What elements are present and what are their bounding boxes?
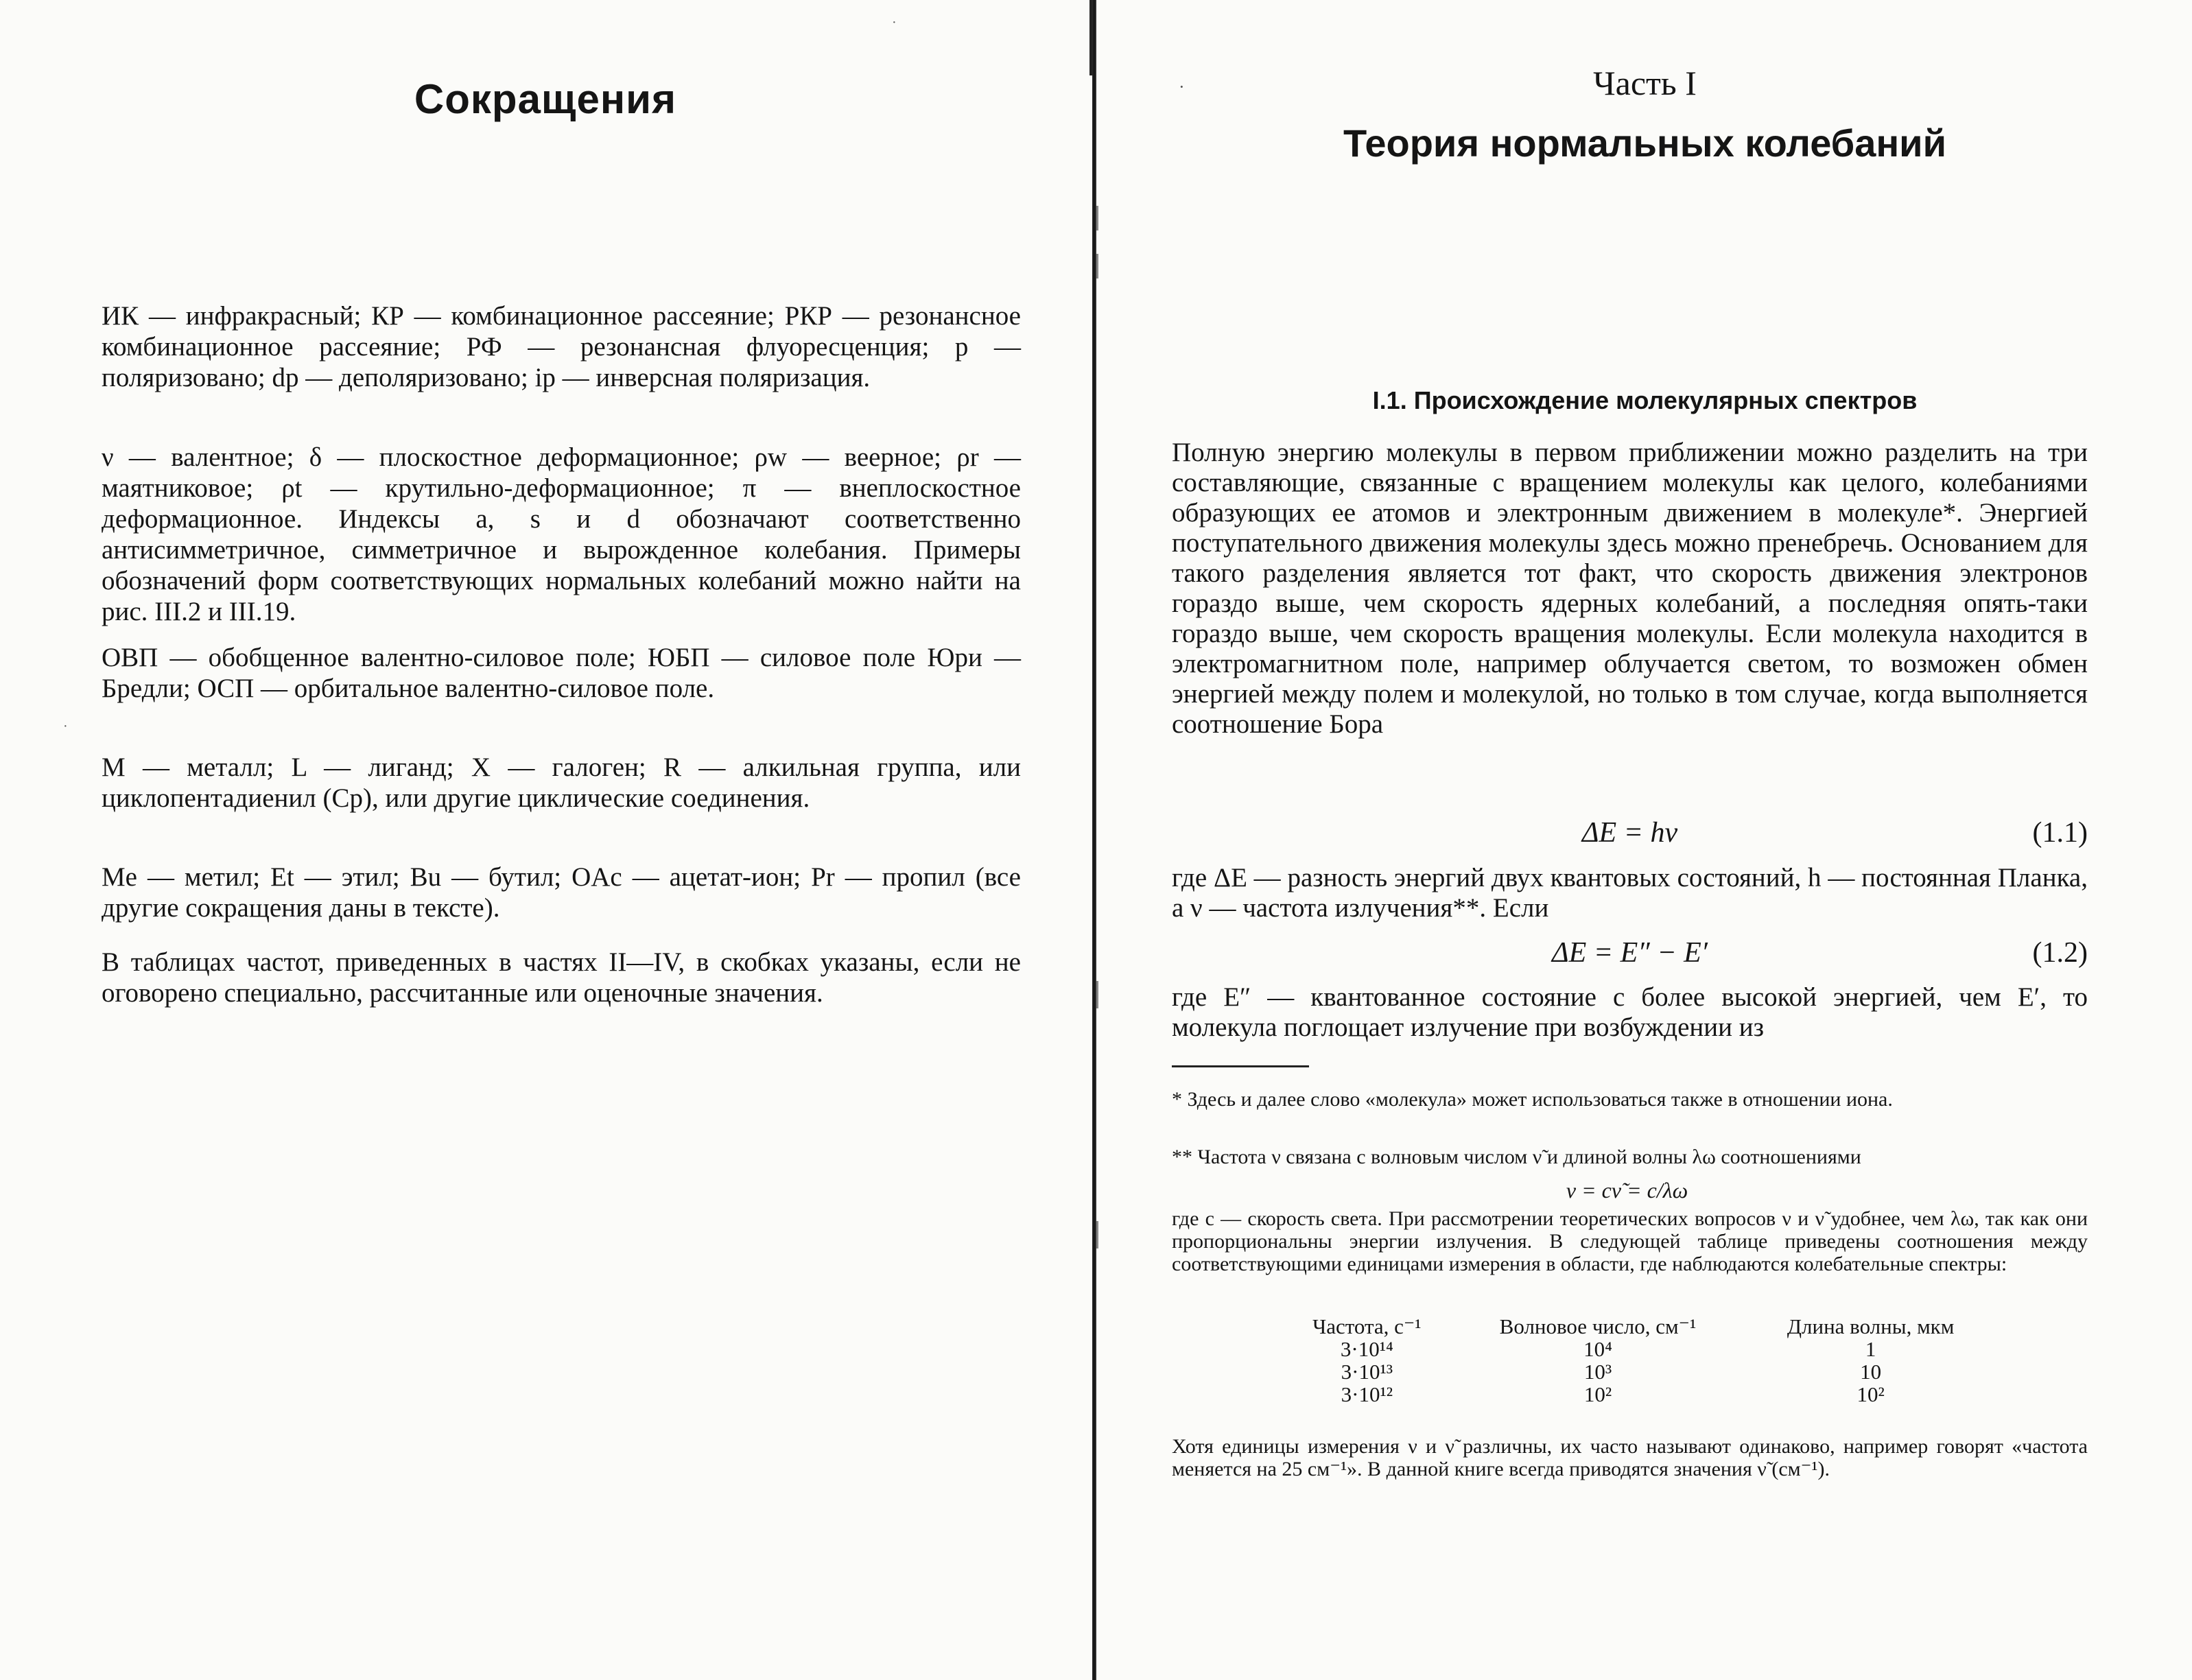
scan-speck: · [63, 719, 68, 734]
equation-number: (1.1) [2032, 817, 2088, 849]
table-cell: 10⁴ [1583, 1337, 1612, 1361]
table-cell: 10² [1583, 1382, 1612, 1406]
footnote-rule [1172, 1065, 1309, 1067]
units-table [1283, 1315, 1996, 1406]
abbreviation-paragraph: В таблицах частот, приведенных в частях II—IV, в скобках указаны, если не оговорено специально, рассчитанные или оценочные значения. [102, 947, 1021, 1008]
table-cell: 1 [1865, 1337, 1876, 1361]
scan-speck: · [892, 15, 897, 30]
table-cell: 10³ [1583, 1360, 1612, 1384]
footnote: где c — скорость света. При рассмотрении теоретических вопросов ν и ν̃ удобнее, чем λω, так как они пропорциональны энергии излучения. В следующей таблице приведены соотношения между соответствующими единицами измерения в области, где наблюдаются колебательные спектры: [1172, 1207, 2088, 1275]
footnote: * Здесь и далее слово «молекула» может использоваться также в отношении иона. [1172, 1088, 1893, 1111]
scan-speck: · [1179, 77, 1185, 97]
table-row [1283, 1383, 1996, 1406]
right-page [1098, 0, 2192, 1680]
table-header: Частота, с⁻¹ [1312, 1314, 1422, 1338]
table-cell: 3·10¹² [1341, 1382, 1393, 1406]
part-label: Часть I [1593, 64, 1697, 102]
body-paragraph: где E″ — квантованное состояние с более высокой энергией, чем E′, то молекула поглощает излучение при возбуждении из [1172, 982, 2088, 1042]
body-paragraph: где ΔE — разность энергий двух квантовых состояний, h — постоянная Планка, а ν — частота излучения**. Если [1172, 863, 2088, 923]
section-title: I.1. Происхождение молекулярных спектров [1372, 386, 1918, 414]
table-cell: 10² [1857, 1382, 1885, 1406]
table-row [1283, 1360, 1996, 1383]
abbreviation-paragraph: ν — валентное; δ — плоскостное деформационное; ρw — веерное; ρr — маятниковое; ρt — крутильно-деформационное; π — внеплоскостное деформационное. Индексы a, s и d обозначают соответственно антисимметричное, симметричное и вырожденное колебания. Примеры обозначений форм соответствующих нормальных колебаний можно найти на рис. III.2 и III.19. [102, 442, 1021, 626]
table-header-row [1283, 1315, 1996, 1338]
table-header: Длина волны, мкм [1787, 1314, 1955, 1338]
footnote: ** Частота ν связана с волновым числом ν̃ и длиной волны λω соотношениями [1172, 1146, 1861, 1168]
equation-number: (1.2) [2032, 937, 2088, 969]
table-header: Волновое число, см⁻¹ [1499, 1314, 1697, 1338]
left-page [0, 0, 1091, 1680]
footnote-formula: ν = cν̃ = c/λω [1566, 1178, 1688, 1203]
abbreviation-paragraph: M — металл; L — лиганд; X — галоген; R — алкильная группа, или циклопентадиенил (Cp), или другие циклические соединения. [102, 753, 1021, 813]
table-cell: 3·10¹³ [1341, 1360, 1393, 1384]
book-gutter [1092, 0, 1096, 1680]
body-paragraph: Полную энергию молекулы в первом приближении можно разделить на три составляющие, связанные с вращением молекулы как целого, колебаниями образующих ее атомов и электронным движением в молекуле*. Энергией поступательного движения молекулы здесь можно пренебречь. Основанием для такого разделения является тот факт, что скорость движения электронов гораздо выше, чем скорость ядерных колебаний, а последняя опять-таки гораздо выше, чем скорость вращения молекулы. Если молекула находится в электромагнитном поле, например облучается светом, то возможен обмен энергией между полем и молекулой, но только в том случае, когда выполняется соотношение Бора [1172, 438, 2088, 739]
abbreviation-paragraph: ОВП — обобщенное валентно-силовое поле; ЮБП — силовое поле Юри — Бредли; ОСП — орбитальное валентно-силовое поле. [102, 643, 1021, 703]
equation-expression: ΔE = E″ − E′ [1552, 937, 1708, 969]
footnote: Хотя единицы измерения ν и ν̃ различны, их часто называют одинаково, например говорят «частота меняется на 25 см⁻¹». В данной книге всегда приводятся значения ν̃ (см⁻¹). [1172, 1435, 2088, 1480]
table-cell: 10 [1860, 1360, 1882, 1384]
table-cell: 3·10¹⁴ [1340, 1337, 1393, 1361]
equation-expression: ΔE = hν [1581, 817, 1678, 849]
part-title: Теория нормальных колебаний [1343, 121, 1947, 165]
page-title: Сокращения [414, 76, 677, 122]
abbreviation-paragraph: ИК — инфракрасный; КР — комбинационное рассеяние; РКР — резонансное комбинационное рассеяние; РФ — резонансная флуоресценция; p — поляризовано; dp — деполяризовано; ip — инверсная поляризация. [102, 301, 1021, 392]
abbreviation-paragraph: Me — метил; Et — этил; Bu — бутил; OAc — ацетат-ион; Pr — пропил (все другие сокращения даны в тексте). [102, 862, 1021, 923]
table-row [1283, 1338, 1996, 1360]
